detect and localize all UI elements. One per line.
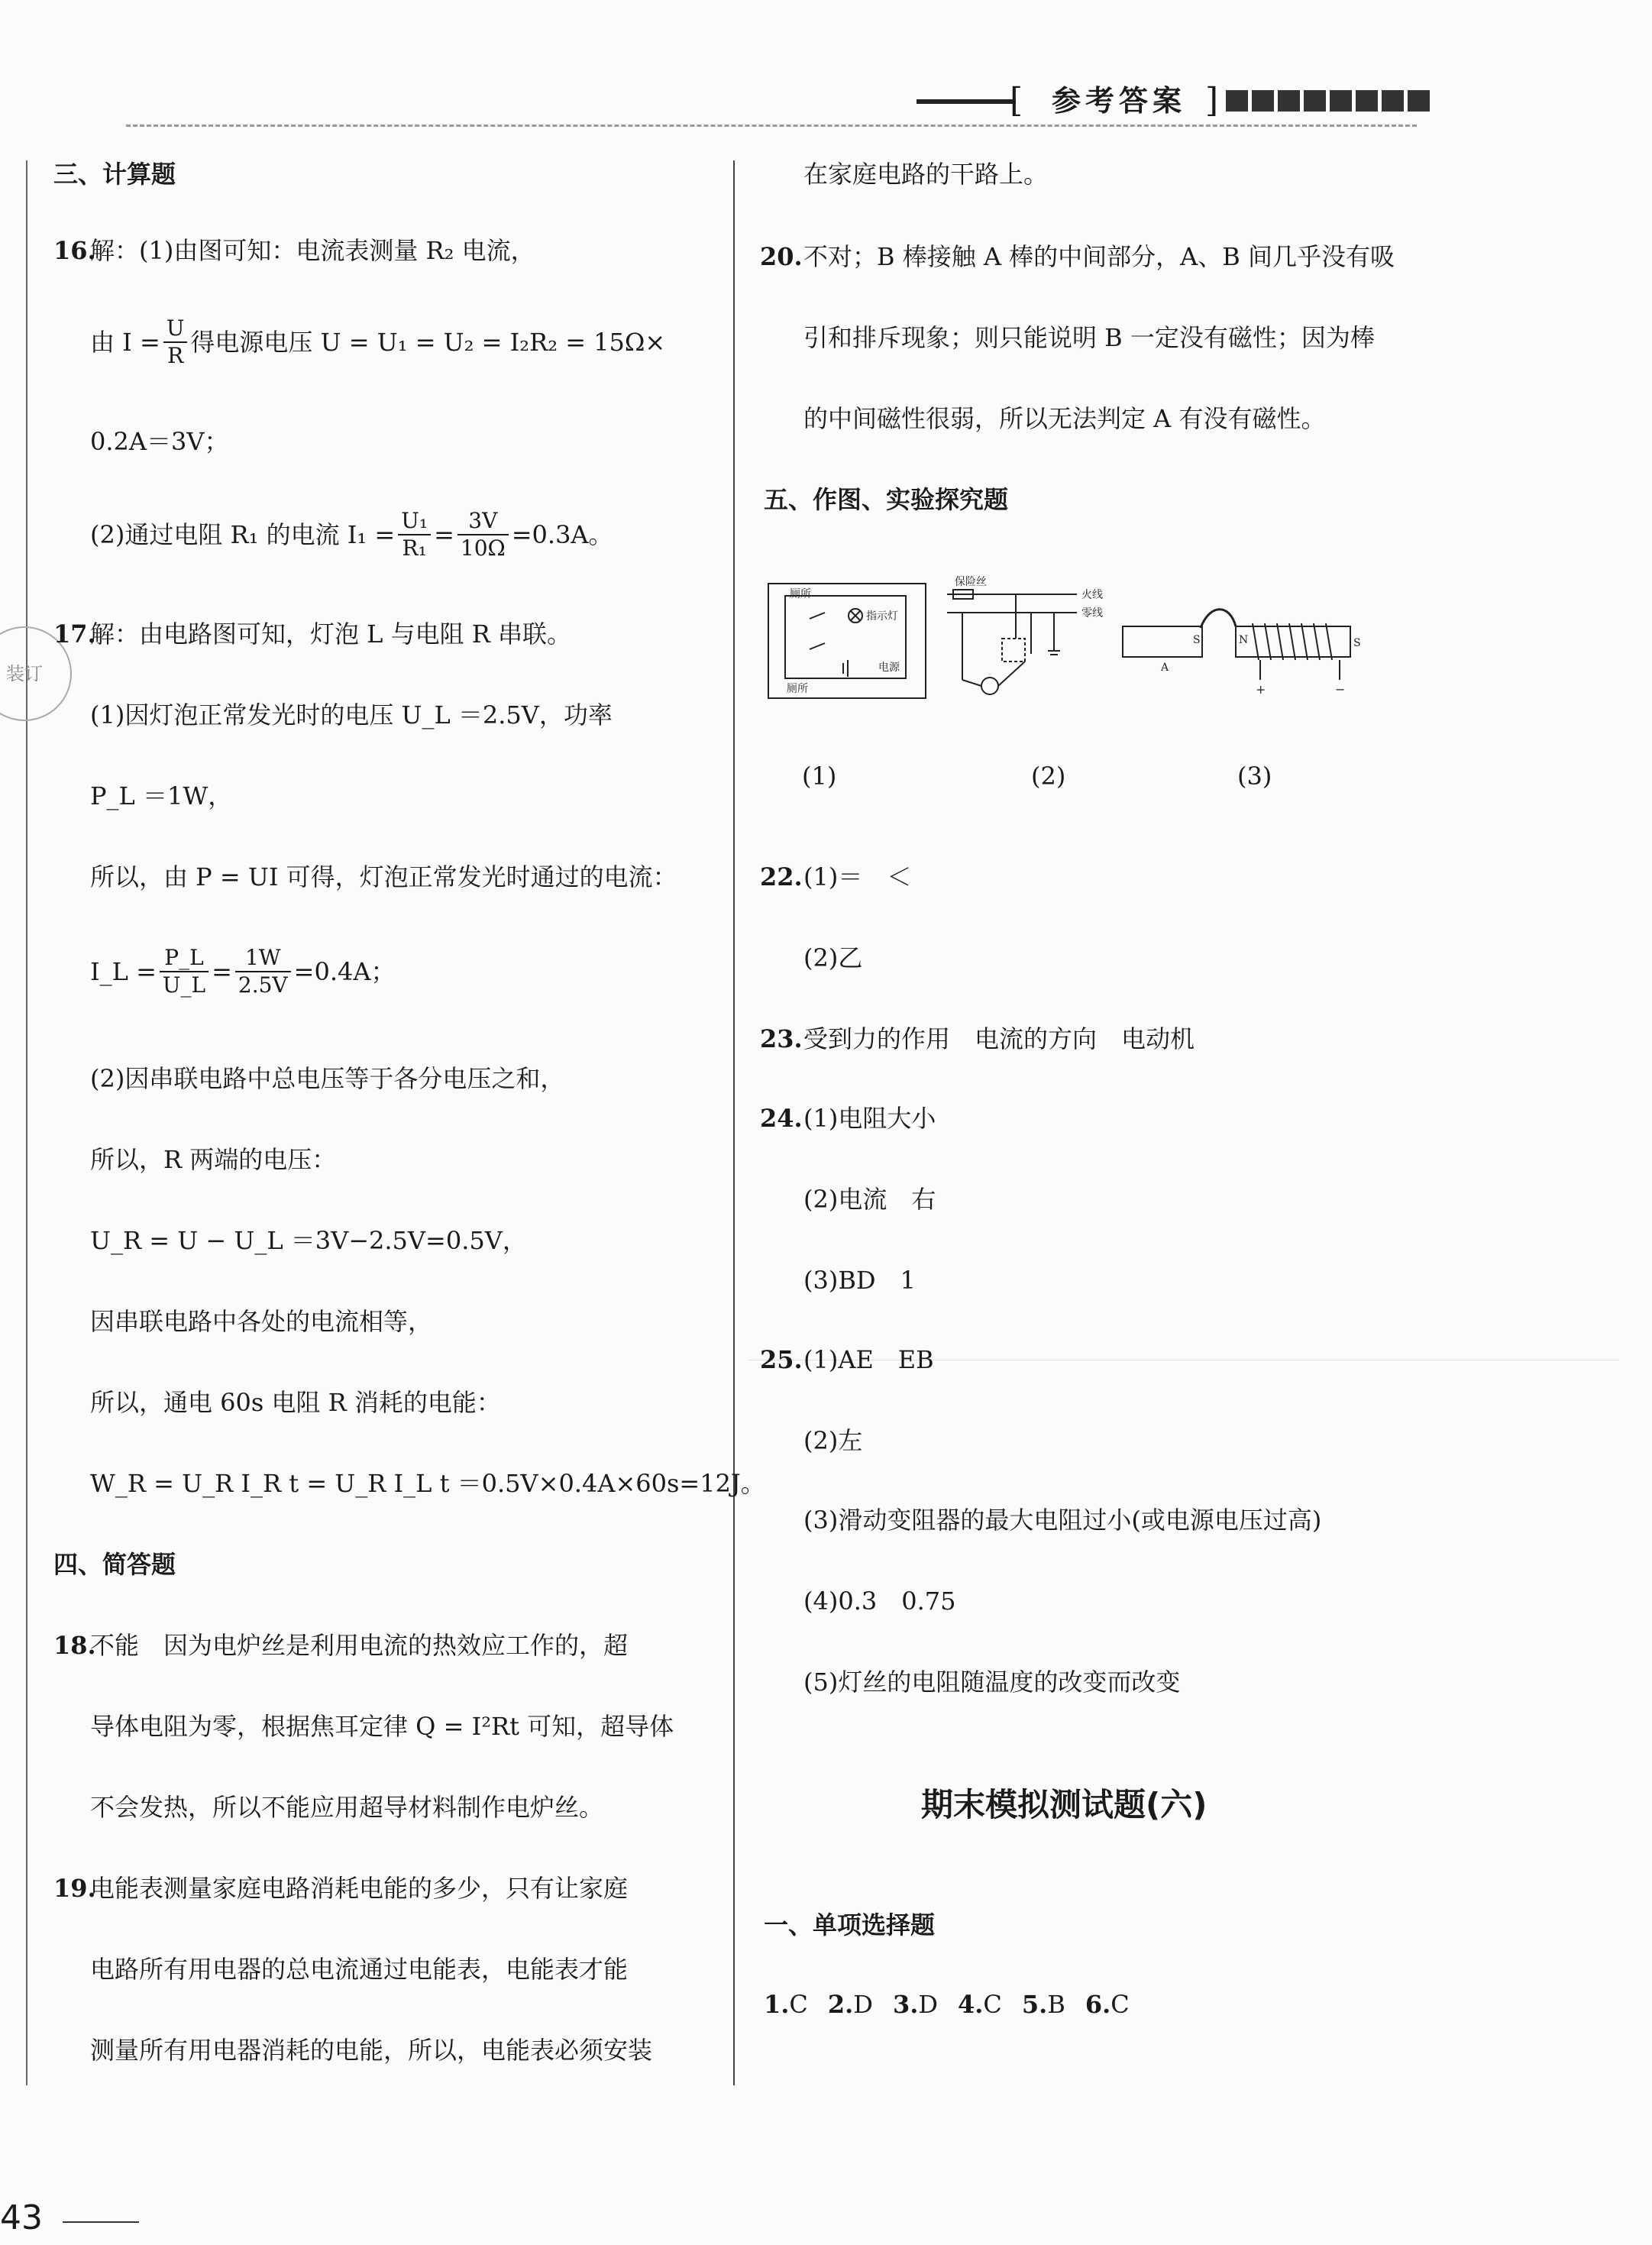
q19-line-4: 在家庭电路的干路上。 (803, 160, 1049, 189)
q16-number: 16. (53, 236, 96, 265)
q22-line-1: (1)＝ ＜ (803, 862, 912, 891)
q17-line-9: 因串联电路中各处的电流相等， (90, 1307, 433, 1336)
q23-number: 23. (760, 1024, 803, 1053)
q25-number: 25. (760, 1345, 803, 1374)
left-margin-rule (26, 160, 27, 2085)
choice-answer: 6.C (1085, 1990, 1130, 2019)
q19-number: 19. (53, 1874, 96, 1903)
q19-line-2: 电路所有用电器的总电流通过电能表，电能表才能 (90, 1955, 629, 1984)
q17-line-4: 所以，由 P = UI 可得，灯泡正常发光时通过的电流： (90, 862, 677, 891)
choice-answers-row (764, 1989, 1130, 2020)
q18-number: 18. (53, 1631, 96, 1660)
q20-line-2: 引和排斥现象；则只能说明 B 一定没有磁性；因为棒 (803, 323, 1375, 352)
choice-answer: 4.C (958, 1990, 1002, 2019)
fig1-power-label: 电源 (878, 662, 900, 674)
figure-1-restroom-circuit (768, 584, 926, 698)
q17-line-8: U_R = U − U_L ＝3V−2.5V=0.5V， (90, 1226, 527, 1255)
fig2-live-label: 火线 (1081, 589, 1103, 601)
q17-line-6: (2)因串联电路中总电压等于各分电压之和， (90, 1064, 565, 1093)
q18-line-1: 不能 因为电炉丝是利用电流的热效应工作的，超 (90, 1631, 629, 1660)
q17-line-1: 解：由电路图可知，灯泡 L 与电阻 R 串联。 (90, 619, 572, 649)
q17-line-7: 所以，R 两端的电压： (90, 1145, 337, 1174)
q17-line-5: I_L = $\frac{P\_L}{U\_L}$ = $\frac{1W}{2.5V}$ =0.4A； (90, 945, 396, 998)
q23-line-1: 受到力的作用 电流的方向 电动机 (803, 1024, 1195, 1053)
q22-line-2: (2)乙 (803, 943, 863, 972)
figure-2-caption: (2) (1031, 762, 1066, 791)
section-1-heading: 一、单项选择题 (764, 1910, 936, 1939)
q19-line-3: 测量所有用电器消耗的电能，所以，电能表必须安装 (90, 2036, 653, 2065)
figure-3-caption: (3) (1237, 762, 1272, 791)
q20-number: 20. (760, 242, 803, 271)
page-number: 43 (0, 2198, 43, 2237)
q19-line-1: 电能表测量家庭电路消耗电能的多少，只有让家庭 (90, 1874, 629, 1903)
fig1-room-bottom-label: 厕所 (787, 683, 808, 695)
q17-line-2: (1)因灯泡正常发光时的电压 U_L ＝2.5V，功率 (90, 700, 613, 729)
fig3-s2-label: S (1353, 637, 1361, 649)
q17-line-10: 所以，通电 60s 电阻 R 消耗的电能： (90, 1388, 501, 1417)
q18-line-2: 导体电阻为零，根据焦耳定律 Q = I²Rt 可知，超导体 (90, 1712, 674, 1741)
q20-line-1: 不对；B 棒接触 A 棒的中间部分，A、B 间几乎没有吸 (803, 242, 1395, 271)
q25-line-5: (5)灯丝的电阻随温度的改变而改变 (803, 1668, 1181, 1697)
header-rule (917, 99, 1016, 104)
header-left-bracket: [ (1010, 81, 1023, 120)
figure-2-household-wiring (947, 590, 1077, 694)
figure-1-caption: (1) (802, 762, 837, 791)
fig2-neutral-label: 零线 (1081, 607, 1103, 619)
q24-line-1: (1)电阻大小 (803, 1104, 936, 1133)
fig3-minus-label: − (1335, 682, 1346, 697)
q16-line-3: 0.2A＝3V； (90, 427, 229, 456)
column-divider (733, 160, 735, 2085)
header-decoration-blocks (1226, 90, 1430, 112)
q24-number: 24. (760, 1104, 803, 1133)
q25-line-2: (2)左 (803, 1426, 863, 1455)
figure-3-magnet-solenoid (1123, 610, 1350, 680)
fig3-n-label: N (1239, 634, 1249, 646)
fig3-a-label: A (1161, 662, 1169, 674)
section-4-heading: 四、简答题 (53, 1550, 176, 1579)
q16-fraction-u-over-r: $\frac{U}{R}$ (163, 315, 188, 369)
q24-line-2: (2)电流 右 (803, 1185, 936, 1214)
figures-row (764, 565, 1390, 718)
choice-answer: 3.D (892, 1990, 939, 2019)
choice-answer: 2.D (827, 1990, 873, 2019)
q16-line-2: 由 I = $\frac{U}{R}$ 得电源电压 U = U₁ = U₂ = I₂R₂ = 15Ω× (90, 315, 666, 368)
header-right-bracket: ] (1205, 81, 1219, 120)
q16-line-4: (2)通过电阻 R₁ 的电流 I₁ = $\frac{\text{U₁}}{\text{R₁}}$ = $\frac{3V}{10\Omega}$ =0.3A。 (90, 508, 613, 561)
q17-number: 17. (53, 619, 96, 649)
fig1-room-top-label: 厕所 (790, 588, 811, 600)
fig1-lamp-label: 指示灯 (866, 610, 898, 623)
header-title: 参考答案 (1051, 83, 1186, 118)
fig3-plus-label: + (1256, 682, 1266, 697)
section-5-heading: 五、作图、实验探究题 (764, 485, 1009, 514)
q25-line-4: (4)0.3 0.75 (803, 1587, 956, 1616)
q25-line-3: (3)滑动变阻器的最大电阻过小(或电源电压过高) (803, 1506, 1322, 1535)
choice-answer: 5.B (1021, 1990, 1065, 2019)
binding-stamp: 装订 (0, 626, 72, 721)
q20-line-3: 的中间磁性很弱，所以无法判定 A 有没有磁性。 (803, 404, 1326, 433)
exam-title: 期末模拟测试题(六) (921, 1786, 1207, 1823)
page-number-rule (63, 2221, 139, 2223)
q22-number: 22. (760, 862, 803, 891)
section-3-heading: 三、计算题 (53, 160, 176, 189)
q24-line-3: (3)BD 1 (803, 1266, 916, 1295)
q16-line-1: 解：(1)由图可知：电流表测量 R₂ 电流， (90, 236, 535, 265)
choice-answer: 1.C (764, 1990, 808, 2019)
fig2-fuse-label: 保险丝 (955, 576, 987, 588)
q17-line-11: W_R = U_R I_R t = U_R I_L t ＝0.5V×0.4A×60s=12J。 (90, 1469, 765, 1498)
q17-line-3: P_L ＝1W， (90, 781, 233, 810)
fig3-s1-label: S (1193, 634, 1201, 646)
header-dashed-line (126, 125, 1417, 127)
q25-line-1: (1)AE EB (803, 1345, 934, 1374)
q18-line-3: 不会发热，所以不能应用超导材料制作电炉丝。 (90, 1793, 604, 1822)
